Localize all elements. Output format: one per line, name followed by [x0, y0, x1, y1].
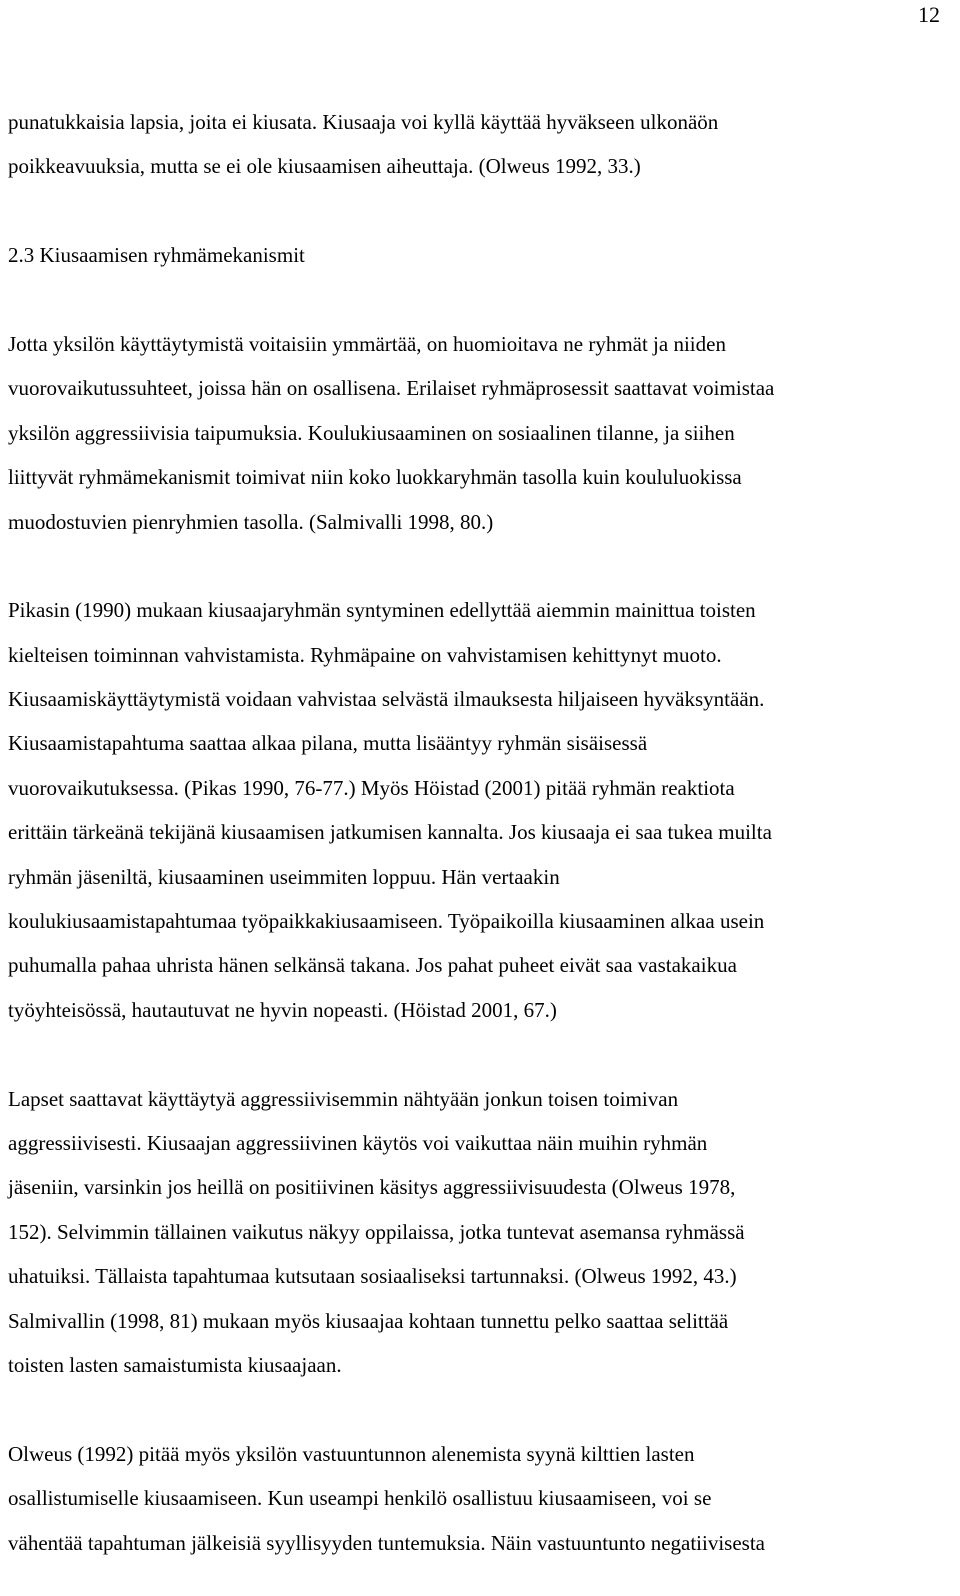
text-line: puhumalla pahaa uhrista hänen selkänsä takana. Jos pahat puheet eivät saa vastakaikua [8, 953, 737, 978]
text-line: uhatuiksi. Tällaista tapahtumaa kutsutaan sosiaaliseksi tartunnaksi. (Olweus 1992, 43.) [8, 1264, 737, 1289]
text-line: vähentää tapahtuman jälkeisiä syyllisyyden tuntemuksia. Näin vastuuntunto negatiivisesta [8, 1530, 765, 1555]
text-line: työyhteisössä, hautautuvat ne hyvin nopeasti. (Höistad 2001, 67.) [8, 997, 557, 1022]
text-line: poikkeavuuksia, mutta se ei ole kiusaamisen aiheuttaja. (Olweus 1992, 33.) [8, 154, 641, 179]
paragraph [8, 1432, 953, 1565]
paragraph [8, 100, 953, 189]
text-line: vuorovaikutussuhteet, joissa hän on osallisena. Erilaiset ryhmäprosessit saattavat voimistaa [8, 376, 775, 401]
text-line: vuorovaikutuksessa. (Pikas 1990, 76-77.) Myös Höistad (2001) pitää ryhmän reaktiota [8, 775, 735, 800]
text-line: toisten lasten samaistumista kiusaajaan. [8, 1352, 342, 1377]
text-line: 152). Selvimmin tällainen vaikutus näkyy oppilaissa, jotka tuntevat asemansa ryhmässä [8, 1219, 745, 1244]
text-line: osallistumiselle kiusaamiseen. Kun useampi henkilö osallistuu kiusaamiseen, voi se [8, 1486, 712, 1511]
text-line: 2.3 Kiusaamisen ryhmämekanismit [8, 243, 305, 268]
text-line: punatukkaisia lapsia, joita ei kiusata. Kiusaaja voi kyllä käyttää hyväkseen ulkonäön [8, 110, 719, 134]
section-heading [8, 233, 953, 277]
paragraph [8, 322, 953, 544]
text-line: Salmivallin (1998, 81) mukaan myös kiusaajaa kohtaan tunnettu pelko saattaa selittää [8, 1308, 729, 1333]
paragraph [8, 1077, 953, 1388]
text-line: Kiusaamiskäyttäytymistä voidaan vahvistaa selvästä ilmauksesta hiljaiseen hyväksyntään. [8, 687, 765, 712]
paragraph-gap [8, 544, 953, 588]
paragraph-gap [8, 189, 953, 233]
text-line: ryhmän jäseniltä, kiusaaminen useimmiten loppuu. Hän vertaakin [8, 864, 560, 889]
paragraph-gap [8, 278, 953, 322]
paragraph-gap [8, 1032, 953, 1076]
text-line: Pikasin (1990) mukaan kiusaajaryhmän syntyminen edellyttää aiemmin mainittua toisten [8, 598, 756, 623]
text-line: erittäin tärkeänä tekijänä kiusaamisen jatkumisen kannalta. Jos kiusaaja ei saa tukea muilta [8, 820, 772, 845]
text-line: Kiusaamistapahtuma saattaa alkaa pilana, mutta lisääntyy ryhmän sisäisessä [8, 731, 648, 756]
text-line: aggressiivisesti. Kiusaajan aggressiivinen käytös voi vaikuttaa näin muihin ryhmän [8, 1130, 708, 1155]
text-line: Lapset saattavat käyttäytyä aggressiivisemmin nähtyään jonkun toisen toimivan [8, 1086, 679, 1111]
paragraph-gap [8, 1387, 953, 1431]
document-body [8, 100, 953, 1565]
text-line: yksilön aggressiivisia taipumuksia. Koulukiusaaminen on sosiaalinen tilanne, ja siihen [8, 420, 735, 445]
paragraph [8, 588, 953, 1032]
page-number: 12 [918, 2, 940, 27]
text-line: liittyvät ryhmämekanismit toimivat niin koko luokkaryhmän tasolla kuin koululuokissa [8, 465, 742, 490]
text-line: kielteisen toiminnan vahvistamista. Ryhmäpaine on vahvistamisen kehittynyt muoto. [8, 642, 722, 667]
text-line: jäseniin, varsinkin jos heillä on positiivinen käsitys aggressiivisuudesta (Olweus 1978, [8, 1175, 736, 1200]
text-line: koulukiusaamistapahtumaa työpaikkakiusaamiseen. Työpaikoilla kiusaaminen alkaa usein [8, 909, 765, 934]
text-line: muodostuvien pienryhmien tasolla. (Salmivalli 1998, 80.) [8, 509, 494, 534]
text-line: Jotta yksilön käyttäytymistä voitaisiin ymmärtää, on huomioitava ne ryhmät ja niiden [8, 331, 726, 356]
text-line: Olweus (1992) pitää myös yksilön vastuuntunnon alenemista syynä kilttien lasten [8, 1441, 695, 1466]
